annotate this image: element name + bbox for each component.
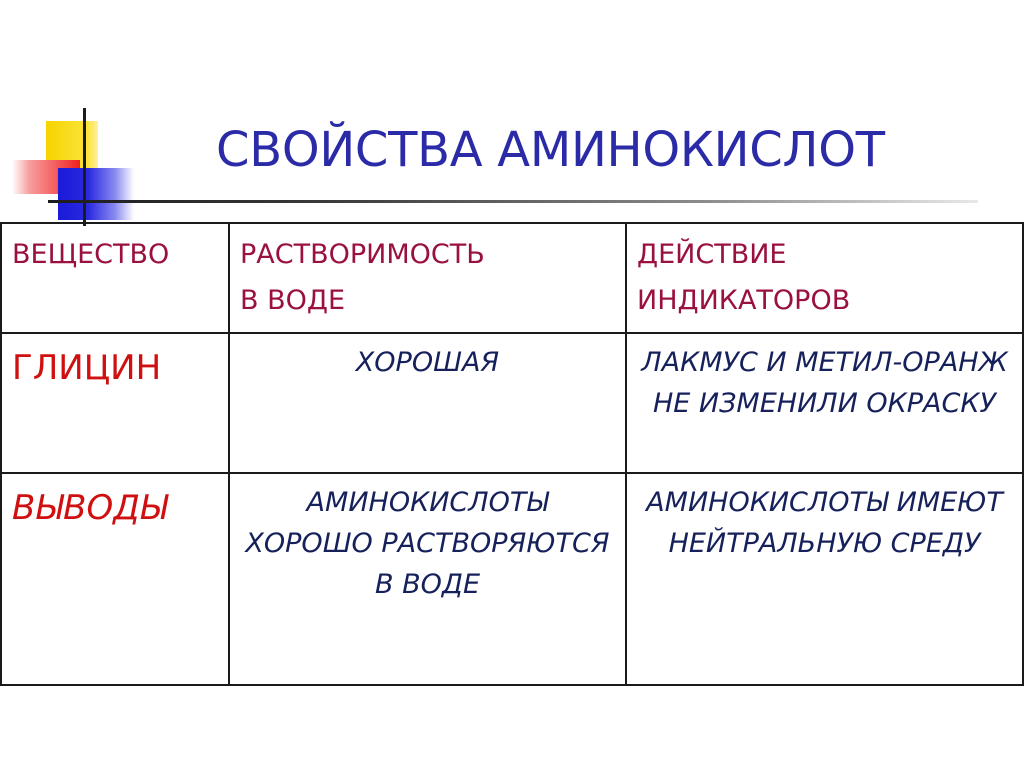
table-header-row [1,223,1023,333]
indicators-cell [626,473,1023,685]
header-indicators-line1: ДЕЙСТВИЕ [637,239,787,270]
header-solubility-line1: РАСТВОРИМОСТЬ [240,239,485,270]
decor-vertical-line [83,108,86,226]
solubility-cell [229,473,626,685]
header-cell-indicators [626,223,1023,333]
header-cell-solubility [229,223,626,333]
table-row [1,333,1023,473]
properties-table [0,222,1024,686]
title-underline [48,200,978,203]
header-solubility-line2: В ВОДЕ [240,285,346,316]
conclusion-solubility: АМИНОКИСЛОТЫ ХОРОШО РАСТВОРЯЮТСЯ В ВОДЕ [245,487,610,600]
decor-blue-square [58,168,134,220]
row-label-cell [1,473,229,685]
header-substance: ВЕЩЕСТВО [12,239,170,270]
glycine-indicators: ЛАКМУС И МЕТИЛ-ОРАНЖ НЕ ИЗМЕНИЛИ ОКРАСКУ [641,347,1008,419]
table-row [1,473,1023,685]
solubility-cell [229,333,626,473]
row-label-glycine: ГЛИЦИН [12,348,162,388]
slide-title: СВОЙСТВА АМИНОКИСЛОТ [216,122,885,178]
header-indicators-line2: ИНДИКАТОРОВ [637,285,851,316]
header-cell-substance [1,223,229,333]
row-label-conclusions: ВЫВОДЫ [12,488,168,528]
indicators-cell [626,333,1023,473]
row-label-cell [1,333,229,473]
conclusion-indicators: АМИНОКИСЛОТЫ ИМЕЮТ НЕЙТРАЛЬНУЮ СРЕДУ [646,487,1003,559]
glycine-solubility: ХОРОШАЯ [355,347,500,378]
